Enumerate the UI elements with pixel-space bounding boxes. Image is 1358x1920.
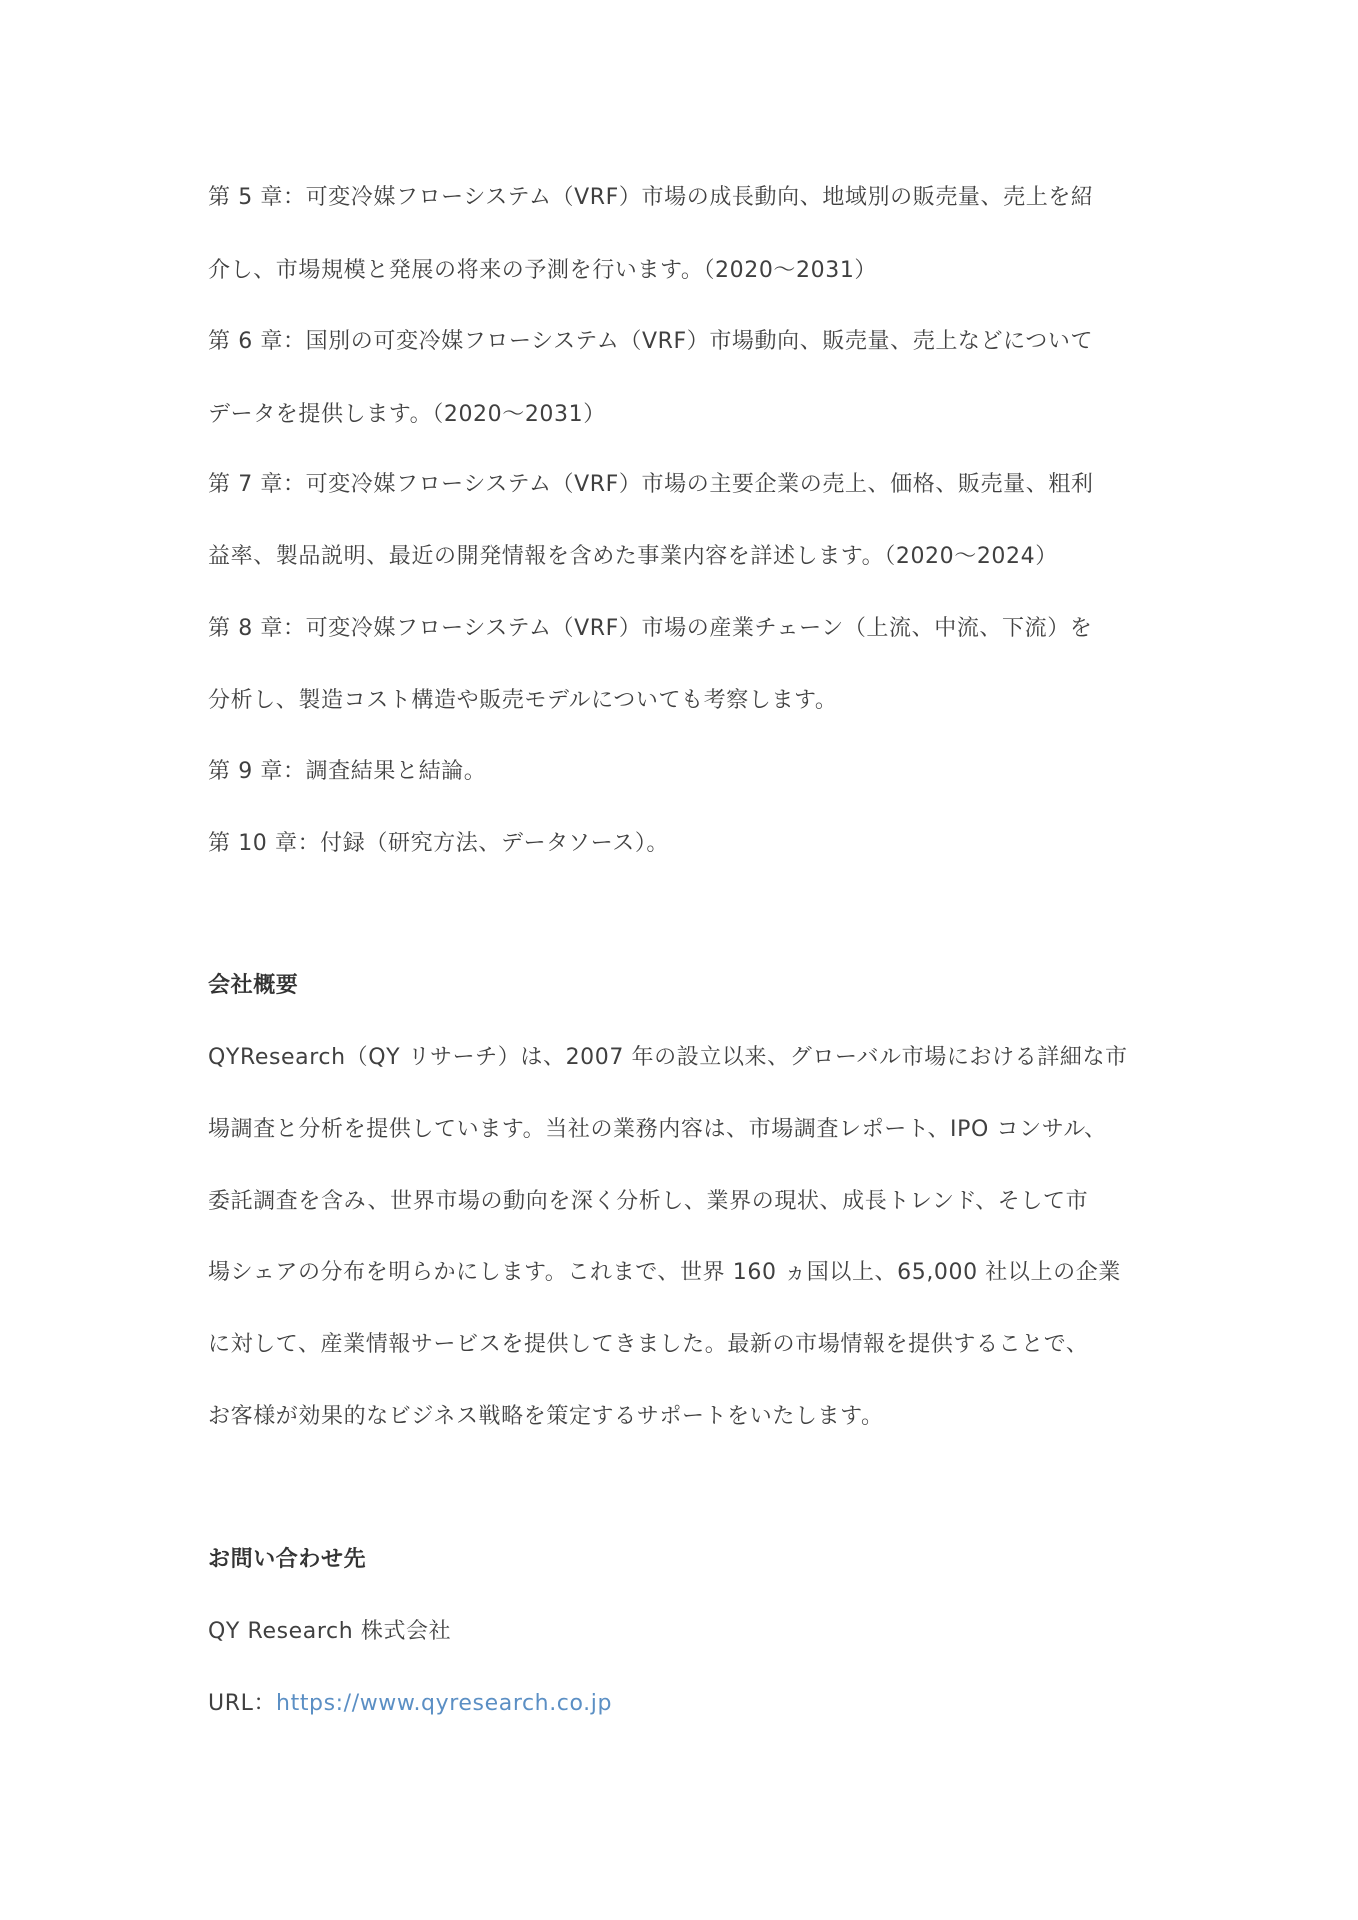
chapter-line: 第 7 章：可変冷媒フローシステム（VRF）市場の主要企業の売上、価格、販売量、粗利: [208, 472, 1094, 497]
company-line: QYResearch（QY リサーチ）は、2007 年の設立以来、グローバル市場における詳細な市: [208, 1045, 1128, 1070]
chapter-line: 第 9 章：調査結果と結論。: [208, 759, 487, 784]
company-line: お客様が効果的なビジネス戦略を策定するサポートをいたします。: [208, 1404, 884, 1429]
url-label: URL：: [208, 1691, 277, 1716]
chapter-line: データを提供します。（2020～2031）: [208, 402, 606, 427]
company-line: 場調査と分析を提供しています。当社の業務内容は、市場調査レポート、IPO コンサル、: [208, 1117, 1107, 1142]
chapter-line: 第 6 章：国別の可変冷媒フローシステム（VRF）市場動向、販売量、売上などについて: [208, 329, 1094, 354]
chapter-line: 第 5 章：可変冷媒フローシステム（VRF）市場の成長動向、地域別の販売量、売上を紹: [208, 185, 1094, 210]
website-link[interactable]: https://www.qyresearch.co.jp: [276, 1691, 613, 1716]
chapter-line: 分析し、製造コスト構造や販売モデルについても考察します。: [208, 688, 838, 713]
company-line: 場シェアの分布を明らかにします。これまで、世界 160 ヵ国以上、65,000 社以上の企業: [208, 1260, 1121, 1285]
company-line: に対して、産業情報サービスを提供してきました。最新の市場情報を提供することで、: [208, 1332, 1089, 1357]
document-page: [208, 0, 1163, 1920]
contact-url-line: [208, 1689, 1163, 1719]
contact-company-name: QY Research 株式会社: [208, 1619, 452, 1644]
company-line: 委託調査を含み、世界市場の動向を深く分析し、業界の現状、成長トレンド、そして市: [208, 1189, 1089, 1214]
chapter-line: 介し、市場規模と発展の将来の予測を行います。（2020～2031）: [208, 258, 878, 283]
company-heading: 会社概要: [208, 973, 299, 998]
chapter-line: 第 10 章：付録（研究方法、データソース）。: [208, 831, 670, 856]
chapter-line: 益率、製品説明、最近の開発情報を含めた事業内容を詳述します。（2020～2024）: [208, 544, 1058, 569]
contact-heading: お問い合わせ先: [208, 1547, 367, 1572]
chapter-line: 第 8 章：可変冷媒フローシステム（VRF）市場の産業チェーン（上流、中流、下流）を: [208, 616, 1093, 641]
